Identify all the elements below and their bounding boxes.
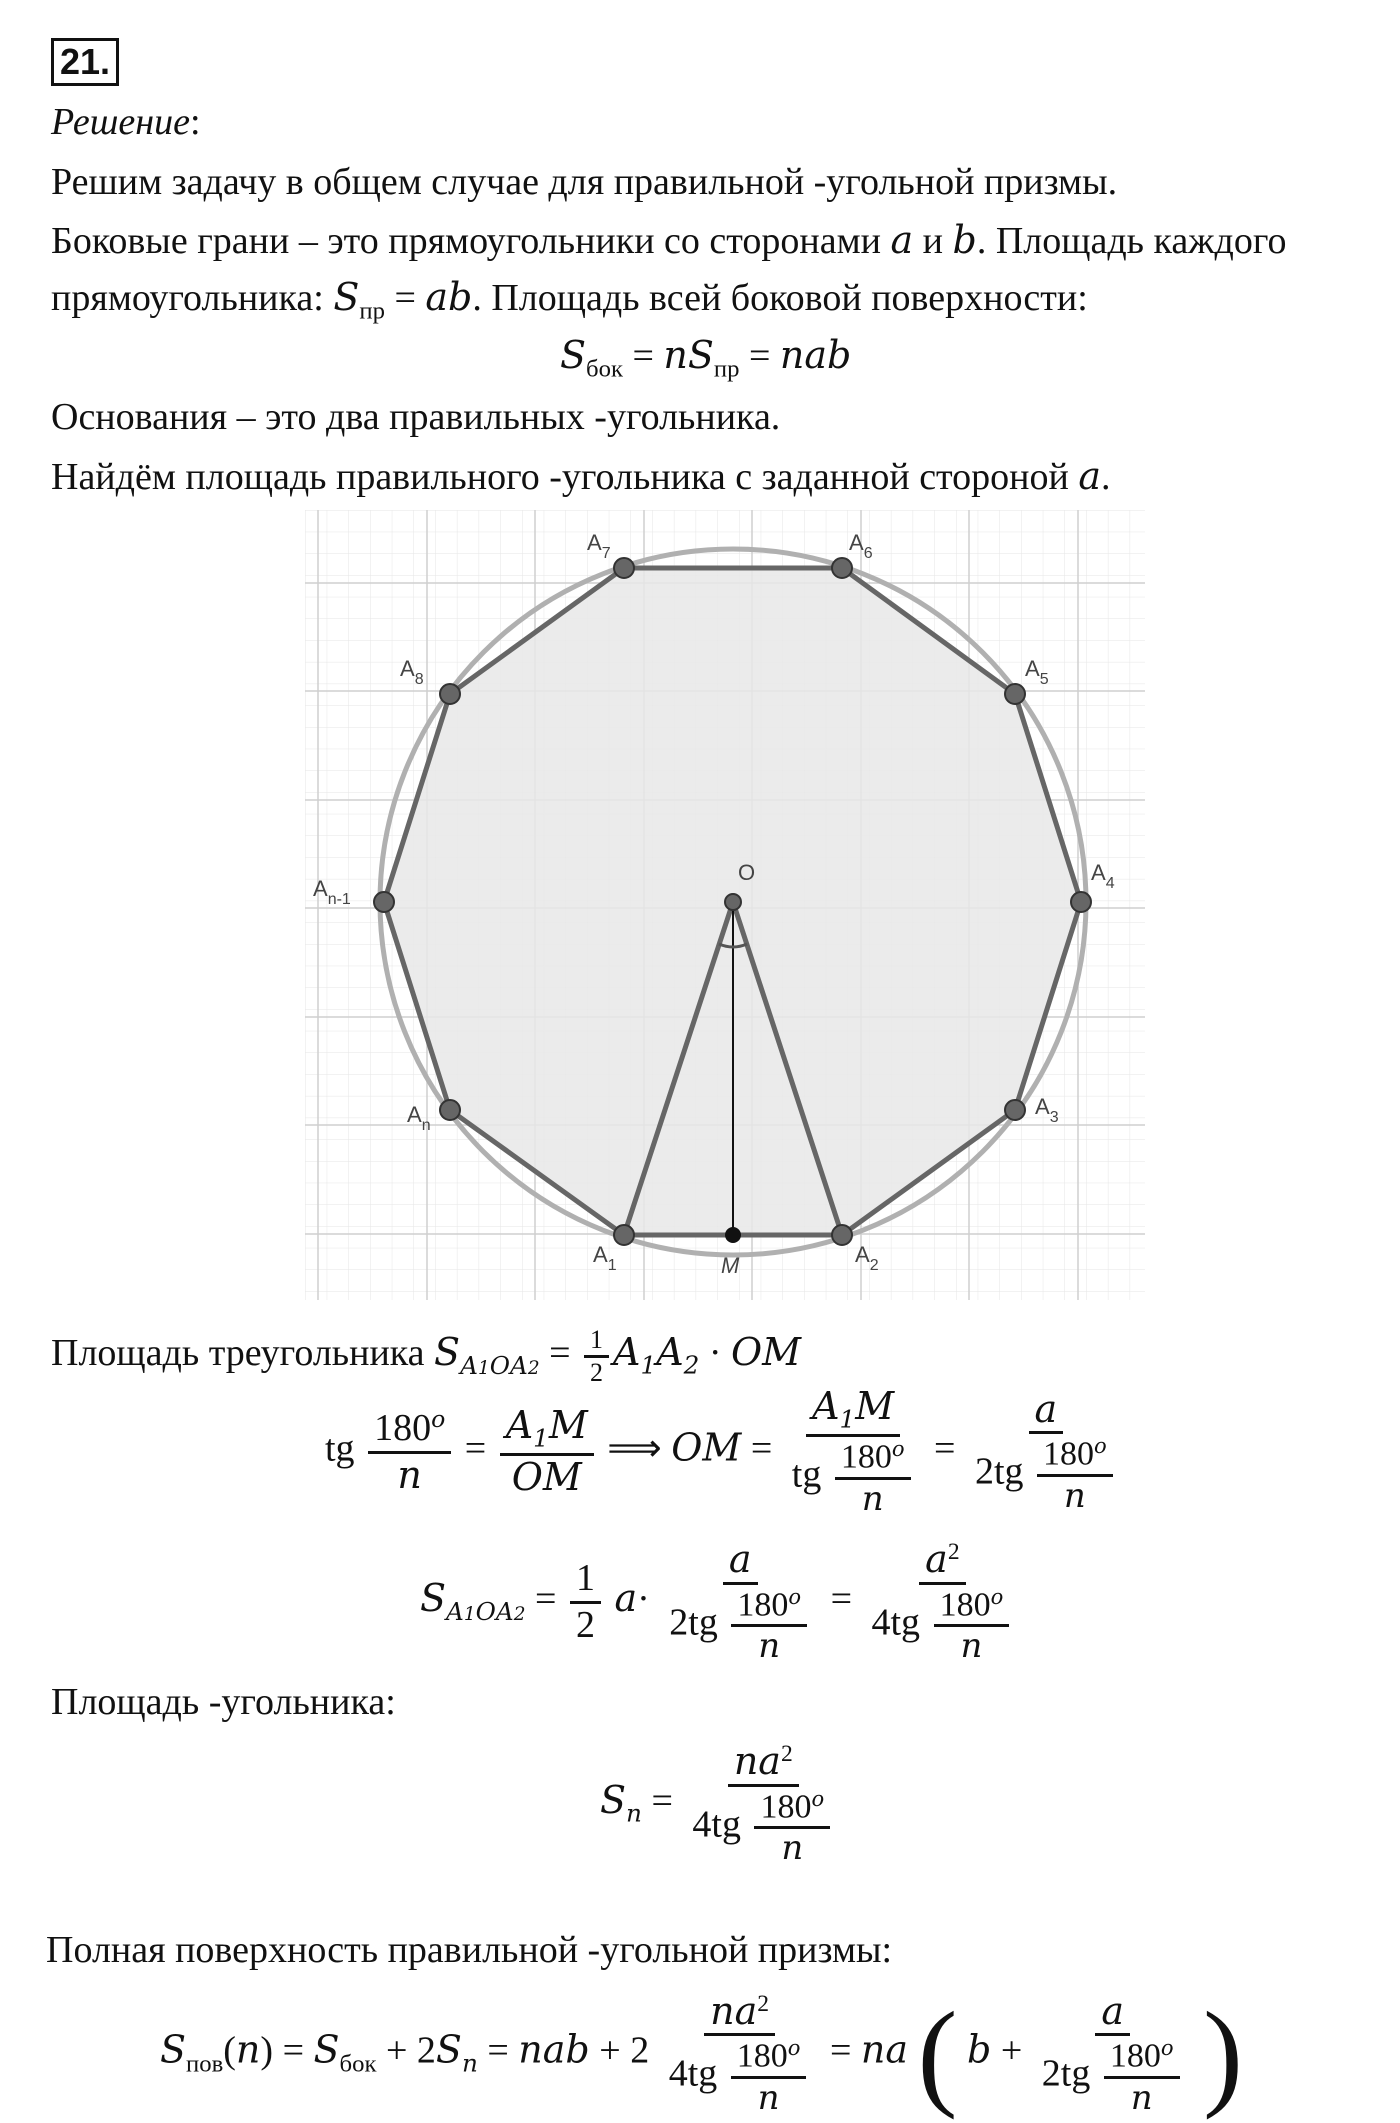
point-M bbox=[725, 1227, 741, 1243]
vertex-A1 bbox=[614, 1225, 634, 1245]
solution-heading: Решение: bbox=[51, 101, 201, 143]
paragraph-4: Основания – это два правильных -угольника. bbox=[51, 396, 781, 438]
formula-polygon-area: $S_n$ = $na^2$ 4tg $\frac{180^o}{n}$ bbox=[600, 1740, 844, 1868]
label-An: $A_n$ bbox=[407, 1102, 431, 1134]
paragraph-1: Решим задачу в общем случае для правильной -угольной призмы. bbox=[51, 161, 1118, 203]
label-M: M bbox=[721, 1253, 740, 1278]
vertex-A8 bbox=[440, 684, 460, 704]
paragraph-2: Боковые грани – это прямоугольники со сторонами a и b. Площадь каждого bbox=[51, 218, 1287, 262]
vertex-A6 bbox=[832, 558, 852, 578]
problem-number: 21. bbox=[51, 38, 119, 86]
vertex-A2 bbox=[832, 1225, 852, 1245]
label-A5: $A_5$ bbox=[1025, 656, 1049, 688]
label-O: O bbox=[738, 860, 756, 885]
formula-total-surface: $S_{пов}(n) = S_{бок} + 2S_n$ = nab + 2 $na^2$ 4tg $\frac{180^o}{n}$ = na ( b + a 2tg $\frac{180^o}{n}$ ) bbox=[160, 1987, 1243, 2120]
label-A3: $A_3$ bbox=[1035, 1094, 1059, 1126]
vertex-A3 bbox=[1005, 1100, 1025, 1120]
label-A2: $A_2$ bbox=[855, 1242, 879, 1274]
paragraph-7: Площадь -угольника: bbox=[51, 1681, 396, 1723]
paragraph-5: Найдём площадь правильного -угольника с заданной стороной a. bbox=[51, 454, 1111, 498]
label-An-1: $A_{n-1}$ bbox=[313, 876, 351, 908]
solution-label: Решение bbox=[51, 101, 190, 143]
paragraph-3: прямоугольника: $S_{пр}$ = ab. Площадь всей боковой поверхности: bbox=[51, 275, 1088, 325]
vertex-An bbox=[440, 1100, 460, 1120]
paragraph-6: Площадь треугольника $S_{A1OA2}$ = $\frac{1}{2}$ $A_1A_2$ · OM bbox=[51, 1325, 802, 1387]
label-A4: $A_4$ bbox=[1091, 860, 1115, 892]
label-A7: $A_7$ bbox=[587, 530, 611, 562]
label-A6: $A_6$ bbox=[849, 530, 873, 562]
paragraph-8: Полная поверхность правильной -угольной призмы: bbox=[46, 1929, 893, 1971]
formula-triangle-area: $S_{A1OA2}$ = $\frac{1}{2}$ a· a 2tg $\frac{180^o}{n}$ = $a^2$ 4tg $\frac{180^o}{n}$ bbox=[420, 1538, 1023, 1666]
vertex-A7 bbox=[614, 558, 634, 578]
formula-lateral-area: $S_{бок} = nS_{пр}$ = nab bbox=[560, 333, 852, 383]
vertex-A4 bbox=[1071, 892, 1091, 912]
polygon-figure bbox=[305, 510, 1145, 1300]
label-A1: $A_1$ bbox=[593, 1242, 617, 1274]
center-O bbox=[725, 894, 741, 910]
label-A8: $A_8$ bbox=[400, 656, 424, 688]
vertex-A5 bbox=[1005, 684, 1025, 704]
formula-tan: tg $\frac{180^o}{n}$ = $\frac{A_1M}{OM}$ ⟹ OM = $A_1M$ tg $\frac{180^o}{n}$ = a 2tg $\frac{180^o}{n}$ bbox=[325, 1385, 1127, 1519]
vertex-An-1 bbox=[374, 892, 394, 912]
